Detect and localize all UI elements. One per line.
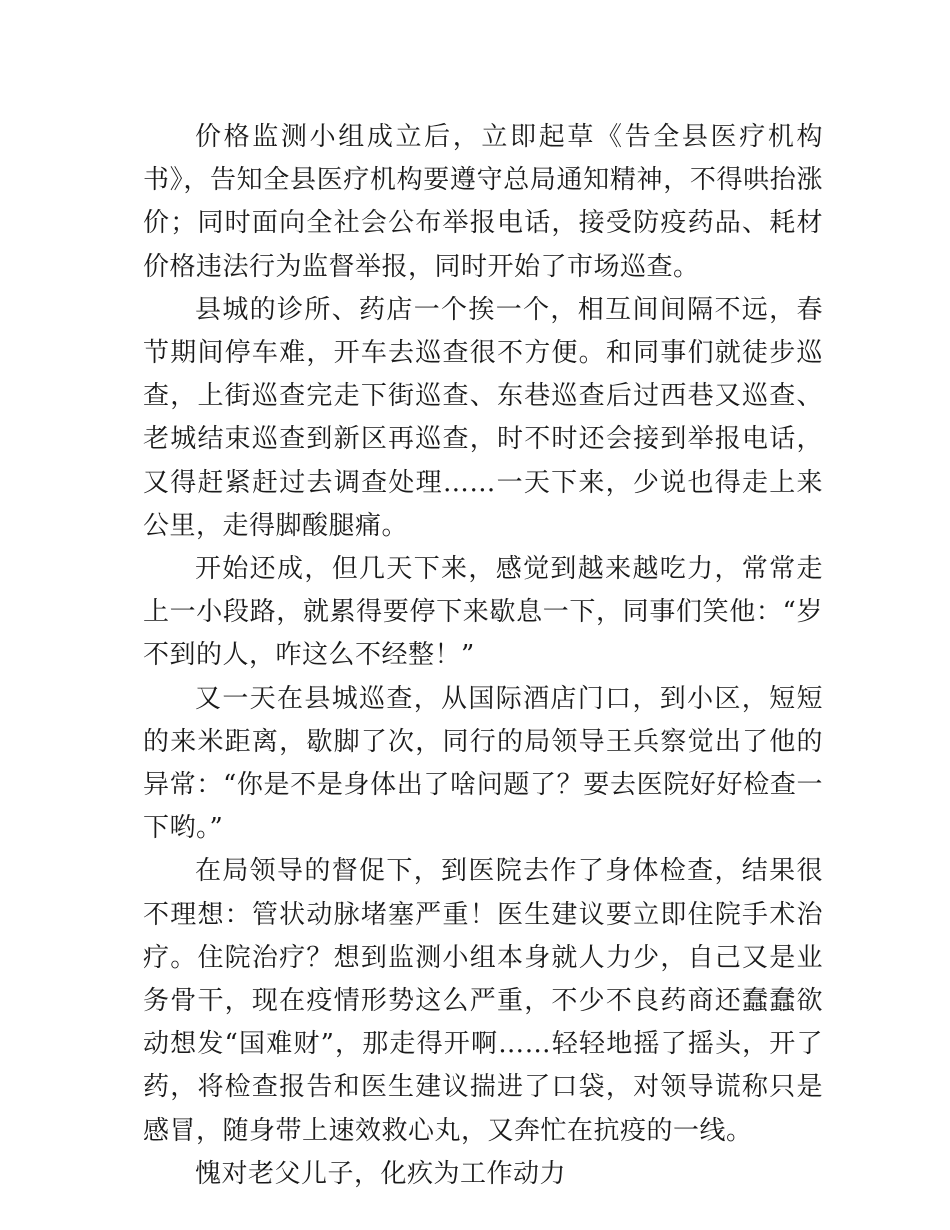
paragraph-5: 在局领导的督促下，到医院去作了身体检查，结果很不理想：管状动脉堵塞严重！医生建议要立即住院手术治疗。住院治疗？想到监测小组本身就人力少，自己又是业务骨干，现在疫情形势这么严重，不少不良药商还蠢蠢欲动想发“国难财”，那走得开啊……轻轻地摇了摇头，开了药，将检查报告和医生建议揣进了口袋，对领导谎称只是感冒，随身带上速效救心丸，又奔忙在抗疫的一线。 [143,856,823,1146]
document-page [143,116,823,1196]
paragraph-3: 开始还成，但几天下来，感觉到越来越吃力，常常走上一小段路，就累得要停下来歇息一下，同事们笑他：“岁不到的人，咋这么不经整！” [143,554,823,671]
paragraph-4: 又一天在县城巡查，从国际酒店门口，到小区，短短的来米距离，歇脚了次，同行的局领导王兵察觉出了他的异常：“你是不是身体出了啥问题了？要去医院好好检查一下哟。” [143,683,823,844]
paragraph-1: 价格监测小组成立后，立即起草《告全县医疗机构书》，告知全县医疗机构要遵守总局通知精神，不得哄抬涨价；同时面向全社会公布举报电话，接受防疫药品、耗材价格违法行为监督举报，同时开始了市场巡查。 [143,122,823,282]
paragraph-2: 县城的诊所、药店一个挨一个，相互间间隔不远，春节期间停车难，开车去巡查很不方便。和同事们就徒步巡查，上街巡查完走下街巡查、东巷巡查后过西巷又巡查、老城结束巡查到新区再巡查，时不时还会接到举报电话，又得赶紧赶过去调查处理……一天下来，少说也得走上来公里，走得脚酸腿痛。 [143,294,823,541]
section-heading: 愧对老父儿子，化疚为工作动力 [195,1158,567,1189]
